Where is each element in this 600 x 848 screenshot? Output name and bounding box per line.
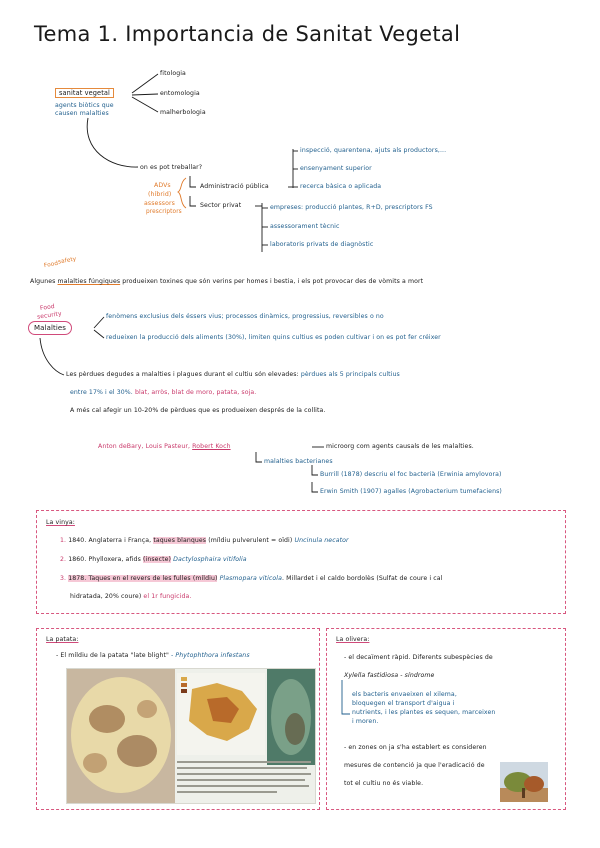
branch-fitologia: fitologia — [160, 70, 186, 77]
vinya-item-3: 3. 1878. Taques en el revers de les fulles (míldiu) Plasmopara viticola. Millardet i el caldo bordolès (Sulfat de coure i cal — [60, 575, 443, 582]
vinya-item-3-cont: hidratada, 20% coure) el 1r fungicida. — [70, 593, 192, 600]
admin-item-3: recerca bàsica o aplicada — [300, 183, 382, 190]
private-item-3: laboratoris privats de diagnòstic — [270, 241, 374, 248]
losses-line-3: A més cal afegir un 10-20% de pèrdues que es produeixen després de la collita. — [70, 407, 326, 414]
olivera-line-7: - en zones on ja s'ha establert es consideren — [344, 744, 487, 751]
page-title: Tema 1. Importancia de Sanitat Vegetal — [34, 22, 461, 46]
private-item-2: assessorament tècnic — [270, 223, 340, 230]
sector-privat: Sector privat — [200, 202, 242, 209]
food-safety-label1: Food — [43, 260, 59, 270]
advs-assessors: assessors — [144, 200, 175, 207]
mindmap-question: on es pot treballar? — [140, 164, 203, 171]
vinya-title: La vinya: — [46, 519, 75, 526]
losses-line-1: Les pèrdues degudes a malalties i plagues durant el cultiu són elevades: pèrdues als 5 principals cultius — [66, 371, 400, 378]
advs-prescriptors: prescriptors — [146, 209, 182, 215]
history-smith: Erwin Smith (1907) agalles (Agrobacterium tumefaciens) — [320, 488, 502, 495]
food-safety-label2: safety — [57, 256, 77, 266]
olivera-line-2: Xylella fastidiosa - síndrome — [344, 672, 435, 679]
history-microorg: microorg com agents causals de les malalties. — [326, 443, 474, 450]
mindmap-center-sub2: causen malalties — [55, 110, 109, 117]
olivera-photo — [500, 762, 548, 802]
admin-publica: Administració pública — [200, 183, 269, 190]
admin-item-1: inspecció, quarentena, ajuts als productors,... — [300, 147, 447, 154]
olivera-line-9: tot el cultiu no és viable. — [344, 780, 424, 787]
olivera-line-8: mesures de contenció ja que l'eradicació de — [344, 762, 485, 769]
vinya-item-1: 1. 1840. Anglaterra i França, taques blanques (míldiu pulverulent = oïdi) Uncinula necator — [60, 537, 349, 544]
history-bacterianes: malalties bacterianes — [264, 458, 333, 465]
mindmap-center: sanitat vegetal — [55, 88, 114, 98]
food-security-label2: security — [36, 310, 63, 321]
private-item-1: empreses: producció plantes, R+D, prescriptors FS — [270, 204, 433, 211]
advs-label: ADVs — [154, 182, 171, 189]
branch-entomologia: entomologia — [160, 90, 200, 97]
olivera-line-6: i moren. — [352, 718, 379, 725]
malalties-label: Malalties — [28, 321, 72, 335]
malalties-item-2: redueixen la producció dels aliments (30%), limiten quins cultius es poden cultivar i on es pot fer créixer — [106, 334, 441, 341]
olivera-line-3: els bacteris envaeixen el xilema, — [352, 691, 457, 698]
patata-line: - El míldiu de la patata "late blight" - Phytophthora infestans — [56, 652, 250, 659]
mindmap-center-sub1: agents biòtics que — [55, 102, 114, 109]
advs-hibrid: (híbrid) — [148, 191, 172, 198]
olivera-line-1: - el decaïment ràpid. Diferents subespècies de — [344, 654, 493, 661]
olivera-photo-art — [500, 762, 548, 802]
admin-item-2: ensenyament superior — [300, 165, 372, 172]
history-burrill: Burrill (1878) descriu el foc bacterià (Erwinia amylovora) — [320, 471, 502, 478]
olivera-line-4: bloquegen el transport d'aigua i — [352, 700, 455, 707]
branch-malherbologia: malherbologia — [160, 109, 206, 116]
patata-figure-art — [67, 669, 315, 803]
olivera-line-5: nutrients, i les plantes es sequen, marceixen — [352, 709, 496, 716]
patata-figure — [66, 668, 316, 804]
vinya-item-2: 2. 1860. Phylloxera, afids (insecte) Dactylosphaira vitifolia — [60, 556, 247, 563]
losses-line-2: entre 17% i el 30%. blat, arròs, blat de moro, patata, soja. — [70, 389, 257, 396]
malalties-item-1: fenòmens exclusius dels éssers vius; processos dinàmics, progressius, reversibles o no — [106, 313, 384, 320]
patata-title: La patata: — [46, 636, 79, 643]
food-security-label1: Food — [39, 303, 56, 312]
olivera-title: La olivera: — [336, 636, 370, 643]
history-names: Anton deBary, Louis Pasteur, Robert Koch — [98, 443, 231, 450]
food-safety-text: Algunes malalties fúngiques produeixen toxines que són verins per homes i bestia, i els pot provocar des de vòmits a mort — [30, 278, 424, 285]
